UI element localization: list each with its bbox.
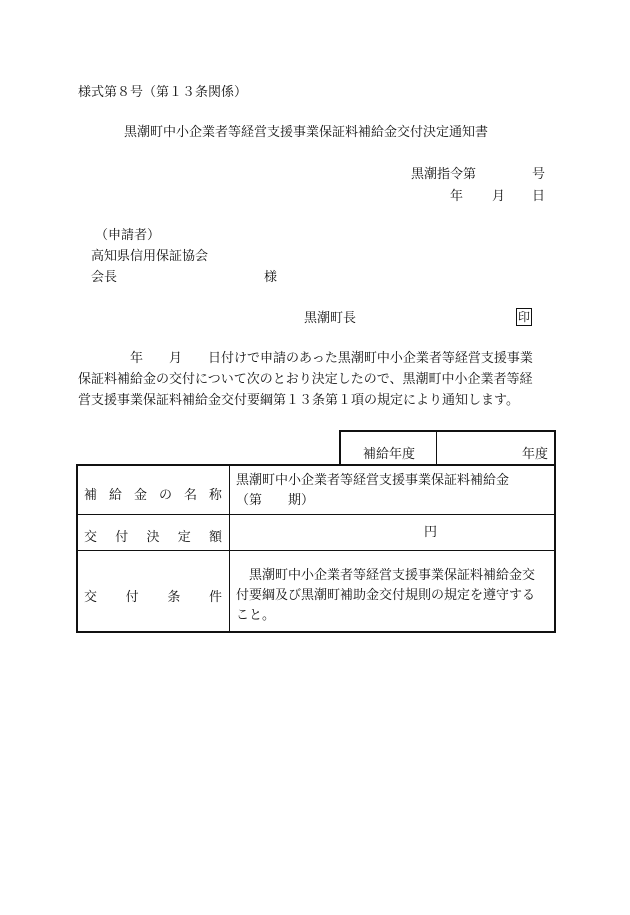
label-char: 条 bbox=[167, 590, 181, 605]
body-line-3: 営支援事業保証料補給金交付要綱第１３条第１項の規定により通知します。 bbox=[78, 393, 519, 408]
grant-conditions-label bbox=[84, 586, 222, 605]
label-char: 給 bbox=[108, 488, 122, 503]
table-row-divider bbox=[78, 514, 554, 515]
label-char: 交 bbox=[84, 530, 98, 545]
label-char: 件 bbox=[208, 590, 222, 605]
label-char: 補 bbox=[84, 488, 98, 503]
doc-number-suffix: 号 bbox=[532, 167, 546, 182]
doc-number-label: 黒潮指令第 bbox=[411, 167, 477, 182]
fiscal-year-box bbox=[339, 430, 556, 464]
label-char: の bbox=[158, 488, 172, 503]
conditions-line: 付要綱及び黒潮町補助金交付規則の規定を遵守する bbox=[236, 588, 536, 603]
label-char: 金 bbox=[133, 488, 147, 503]
date-year: 年 bbox=[450, 189, 464, 204]
fiscal-year-divider bbox=[436, 432, 437, 464]
table-column-divider bbox=[229, 466, 230, 631]
issuer-title: 黒潮町長 bbox=[304, 311, 357, 326]
body-month: 月 bbox=[169, 351, 183, 366]
subsidy-name-value: 黒潮町中小企業者等経営支援事業保証料補給金 bbox=[236, 473, 510, 488]
label-char: 交 bbox=[84, 590, 98, 605]
date-month: 月 bbox=[492, 189, 506, 204]
applicant-label: （申請者） bbox=[95, 228, 161, 243]
body-line-2: 保証料補給金の交付について次のとおり決定したので、黒潮町中小企業者等経 bbox=[78, 372, 533, 387]
date-day: 日 bbox=[532, 189, 546, 204]
label-char: 額 bbox=[208, 530, 222, 545]
form-number: 様式第８号（第１３条関係） bbox=[78, 85, 248, 100]
table-row-divider bbox=[78, 550, 554, 551]
label-char: 名 bbox=[183, 488, 197, 503]
seal-mark: 印 bbox=[517, 310, 530, 324]
label-char: 定 bbox=[177, 530, 191, 545]
applicant-title: 会長 bbox=[91, 270, 118, 285]
body-line-1 bbox=[78, 352, 533, 365]
label-char: 付 bbox=[125, 590, 139, 605]
label-char: 称 bbox=[208, 488, 222, 503]
applicant-honorific: 様 bbox=[264, 270, 278, 285]
applicant-organization: 高知県信用保証協会 bbox=[91, 249, 209, 264]
fiscal-year-label: 補給年度 bbox=[363, 447, 416, 462]
label-char: 付 bbox=[115, 530, 129, 545]
decision-amount-label bbox=[84, 526, 222, 545]
grant-conditions-text bbox=[236, 566, 535, 626]
decision-amount-unit: 円 bbox=[424, 525, 438, 540]
subsidy-period-value: （第 期） bbox=[236, 493, 315, 508]
label-char: 決 bbox=[146, 530, 160, 545]
decision-table bbox=[76, 464, 556, 633]
fiscal-year-unit: 年度 bbox=[521, 447, 548, 462]
body-year: 年 bbox=[130, 351, 144, 366]
body-text-1: 日付けで申請のあった黒潮町中小企業者等経営支援事業 bbox=[208, 351, 533, 366]
conditions-line: 黒潮町中小企業者等経営支援事業保証料補給金交 bbox=[236, 568, 536, 583]
subsidy-name-label bbox=[84, 484, 222, 503]
conditions-line: こと。 bbox=[236, 608, 276, 623]
document-title: 黒潮町中小企業者等経営支援事業保証料補給金交付決定通知書 bbox=[124, 125, 489, 140]
